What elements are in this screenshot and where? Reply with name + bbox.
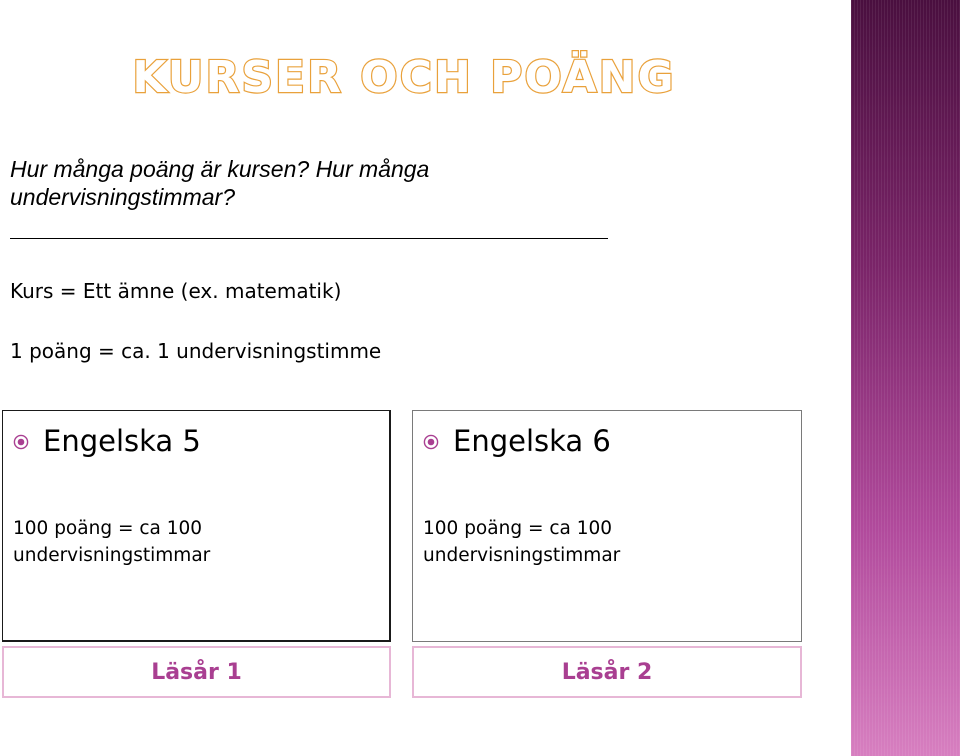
target-bullet-icon: [13, 434, 29, 450]
target-bullet-icon: [423, 434, 439, 450]
course-box-engelska-6: [412, 410, 802, 642]
course-heading-row: [13, 421, 201, 461]
question-text: Hur många poäng är kursen? Hur många undervisningstimmar?: [10, 156, 430, 210]
course-detail: 100 poäng = ca 100 undervisningstimmar: [423, 518, 621, 566]
course-box-engelska-5: [2, 410, 391, 642]
course-detail: 100 poäng = ca 100 undervisningstimmar: [13, 518, 211, 566]
decorative-side-band: [851, 0, 960, 756]
year-label-2: Läsår 2: [412, 646, 802, 698]
course-name: Engelska 6: [453, 424, 611, 458]
answer-line: [10, 238, 608, 239]
slide-title: [0, 44, 851, 108]
definition-kurs: Kurs = Ett ämne (ex. matematik): [10, 279, 342, 303]
definition-poang: 1 poäng = ca. 1 undervisningstimme: [10, 339, 382, 363]
course-heading-row: [423, 421, 611, 461]
course-name: Engelska 5: [43, 424, 201, 458]
year-label-1: Läsår 1: [2, 646, 391, 698]
slide-title-text: KURSER OCH POÄNG: [132, 52, 676, 103]
